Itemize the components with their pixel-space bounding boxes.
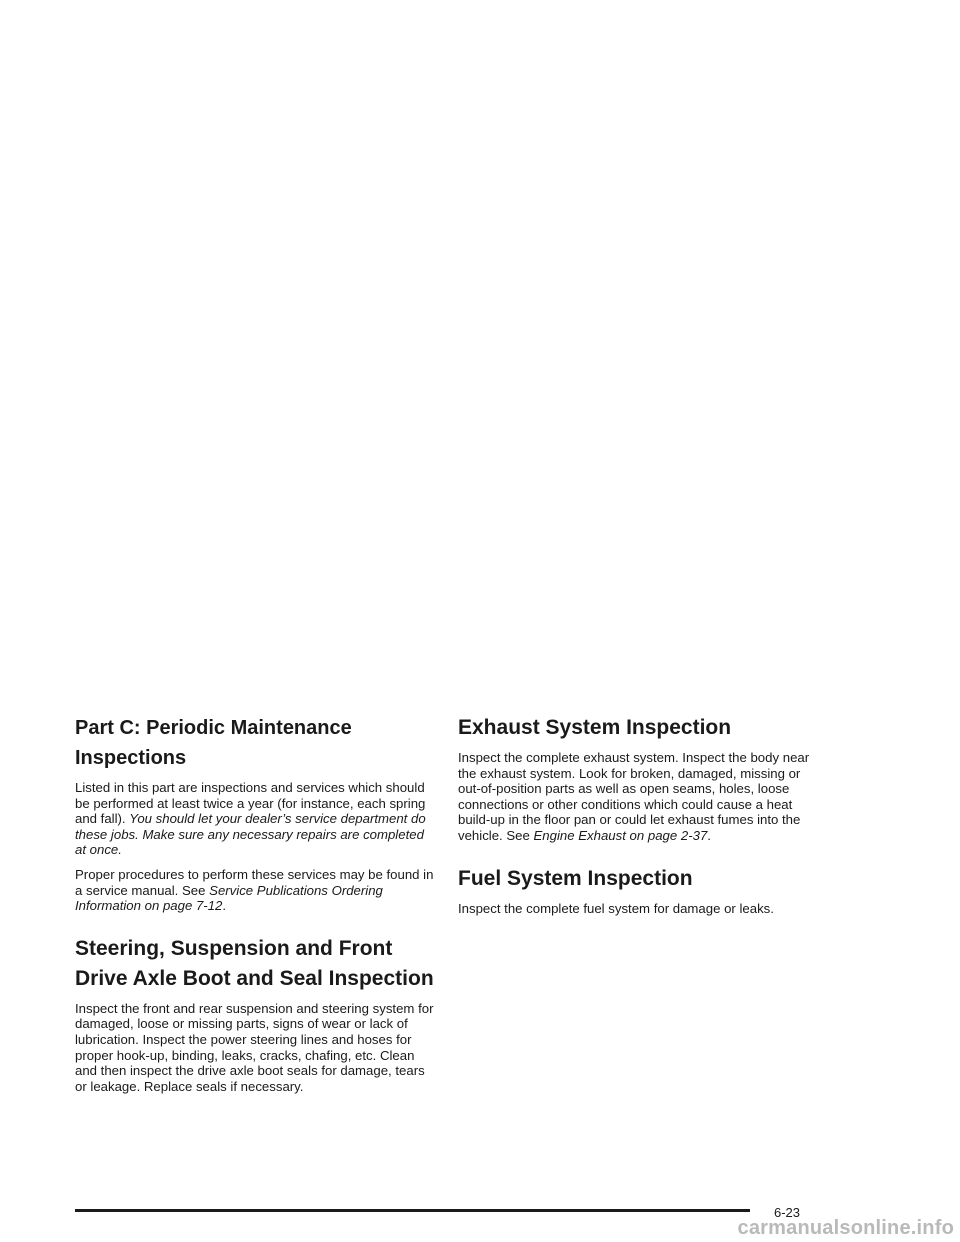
section-heading-steering-suspension: Steering, Suspension and Front Drive Axle Boot and Seal Inspection	[75, 936, 434, 990]
periodic-maintenance-paragraph-2	[75, 867, 435, 914]
left-column	[75, 713, 435, 1094]
paragraph-text: Proper procedures to perform these services may be found in a service manual. See	[75, 866, 434, 898]
paragraph-text: Inspect the complete exhaust system. Inspect the body near the exhaust system. Look for broken, damaged, missing or out-of-position parts as well as open seams, holes, loose connections or other conditions which could cause a heat build-up in the floor pan or could let exhaust fumes into the vehicle. See	[458, 750, 810, 843]
exhaust-system-paragraph	[458, 750, 818, 844]
section-heading-periodic-maintenance: Part C: Periodic Maintenance Inspections	[75, 717, 352, 769]
engine-exhaust-reference-link[interactable]: Engine Exhaust on page 2-37	[533, 827, 708, 843]
paragraph-text: Listed in this part are inspections and services which should be performed at least twice a year (for instance, each spring and fall).	[75, 780, 426, 827]
paragraph-italic-text: You should let your dealer’s service department do these jobs. Make sure any necessary repairs are completed at once.	[75, 811, 426, 858]
service-publications-reference-link[interactable]: Service Publications Ordering Information on page 7-12	[75, 882, 383, 914]
watermark: carmanualsonline.info	[737, 1217, 954, 1239]
fuel-system-paragraph: Inspect the complete fuel system for damage or leaks.	[458, 900, 774, 916]
section-heading-fuel-system: Fuel System Inspection	[458, 866, 693, 890]
section-heading-exhaust-system: Exhaust System Inspection	[458, 716, 732, 739]
paragraph-end: .	[222, 898, 227, 914]
right-column	[458, 713, 818, 916]
footer-rule	[75, 1209, 750, 1212]
periodic-maintenance-paragraph-1	[75, 780, 435, 858]
paragraph-end: .	[707, 827, 711, 843]
steering-suspension-paragraph: Inspect the front and rear suspension and steering system for damaged, loose or missing parts, signs of wear or lack of lubrication. Inspect the power steering lines and hoses for proper hook-up, binding, leaks, cracks, chafing, etc. Clean and then inspect the drive axle boot seals for damage, tears or leakage. Replace seals if necessary.	[75, 1000, 434, 1094]
page-number: 6-23	[774, 1205, 801, 1220]
